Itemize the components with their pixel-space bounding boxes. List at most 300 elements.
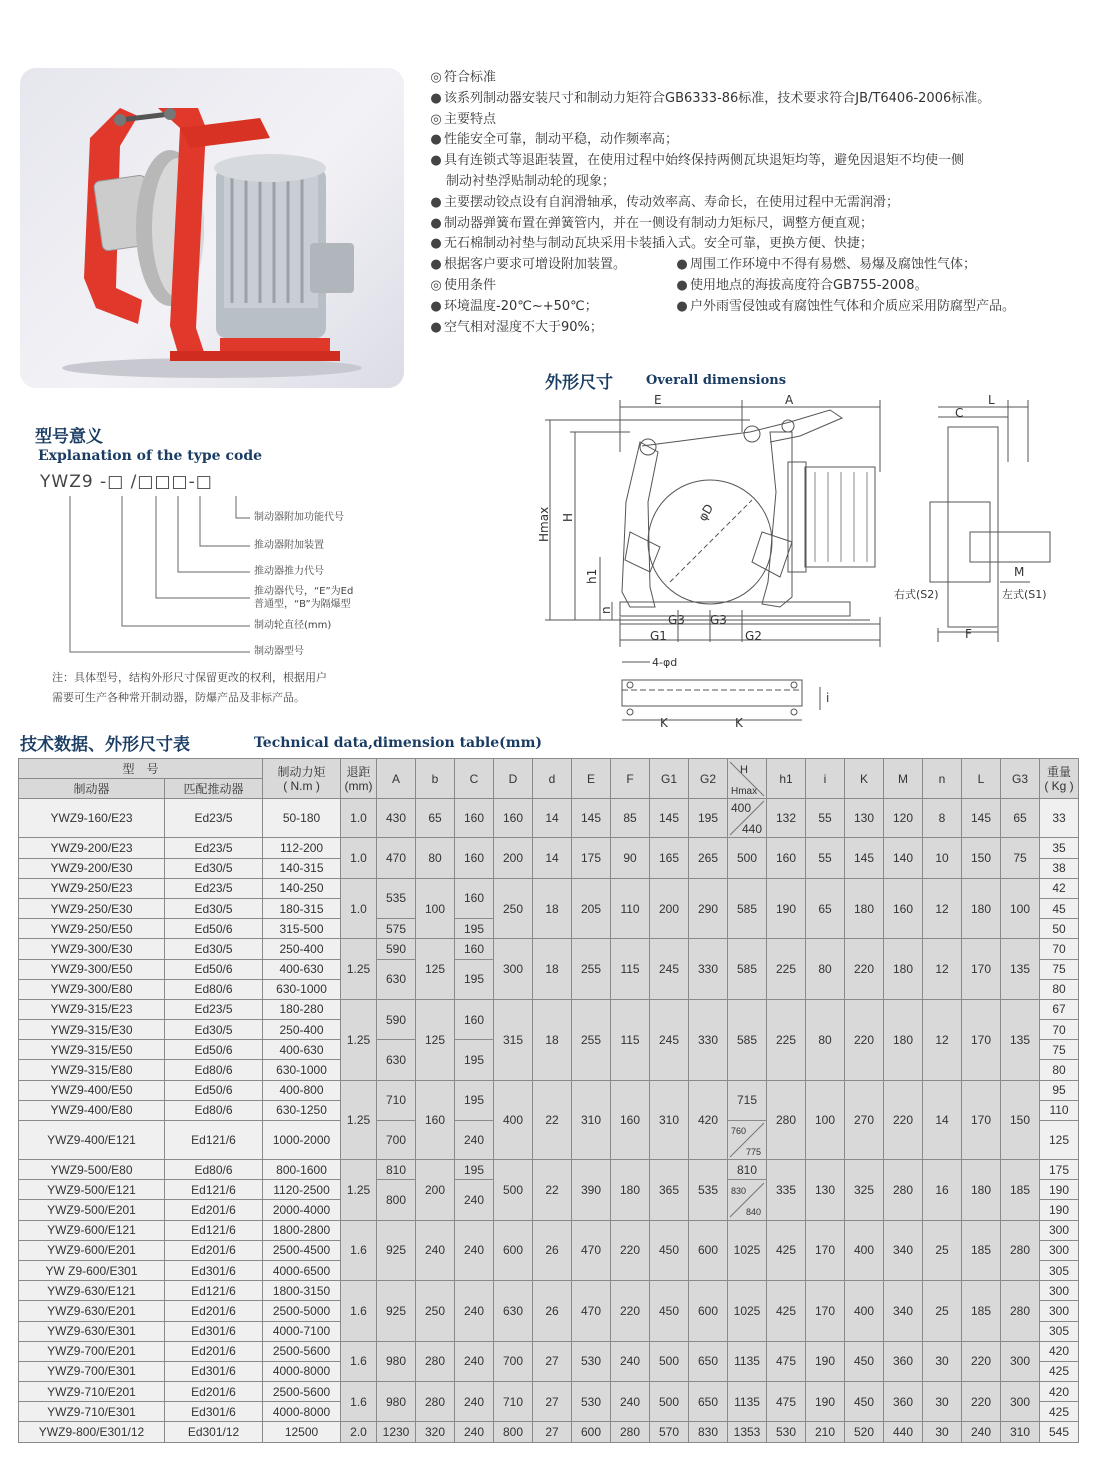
label-i: i (826, 691, 830, 705)
cell-retract: 1.6 (341, 1382, 377, 1422)
feature-item: 具有连锁式等退距装置，在使用过程中始终保持两侧瓦块退矩均等，避免因退矩不均使一侧 (444, 153, 965, 169)
cell-weight: 80 (1040, 979, 1079, 999)
cell-i: 190 (806, 1382, 845, 1422)
cell-brake-model: YWZ9-700/E301 (19, 1361, 165, 1381)
circle-bullet-icon: ◎ (430, 70, 442, 85)
cell-A: 710 (377, 1080, 416, 1120)
circle-bullet-icon: ◎ (430, 111, 442, 127)
dimensions-title-en: Overall dimensions (646, 373, 787, 388)
cell-G1: 310 (650, 1080, 689, 1159)
type-code-title-en: Explanation of the type code (38, 448, 263, 464)
label-E: E (654, 393, 662, 407)
cell-G2: 290 (689, 878, 728, 939)
cell-A: 630 (377, 1040, 416, 1080)
cell-weight: 42 (1040, 878, 1079, 898)
cell-torque: 400-630 (263, 959, 341, 979)
feature-item: 根据客户要求可增设附加装置。 (444, 257, 627, 273)
cell-i: 170 (806, 1220, 845, 1281)
main-heading: 主要特点 (444, 111, 497, 127)
header-K: K (845, 759, 884, 799)
cell-L: 185 (962, 1220, 1001, 1281)
header-G1: G1 (650, 759, 689, 799)
cell-actuator: Ed23/5 (165, 838, 263, 858)
cell-M: 160 (884, 878, 923, 939)
cell-A: 1230 (377, 1422, 416, 1442)
cell-torque: 400-630 (263, 1040, 341, 1060)
table-title-cn: 技术数据、外形尺寸表 (20, 735, 190, 755)
cell-F: 110 (611, 878, 650, 939)
cell-H: 1025 (728, 1281, 767, 1342)
cell-b: 125 (416, 999, 455, 1080)
label-G3-right: G3 (710, 613, 727, 627)
cell-actuator: Ed80/6 (165, 979, 263, 999)
cell-H-split-top: 400 (731, 801, 752, 816)
dot-bullet-icon: ● (430, 319, 442, 335)
altitude-item: 使用地点的海拔高度符合GB755-2008。 (690, 277, 928, 293)
cell-b: 160 (416, 1080, 455, 1159)
cell-retract: 1.6 (341, 1220, 377, 1281)
cell-L: 150 (962, 838, 1001, 878)
cell-K: 270 (845, 1080, 884, 1159)
technical-data-table (18, 758, 1079, 1443)
cell-d: 27 (533, 1422, 572, 1442)
label-K-left: K (660, 716, 668, 730)
type-code-title-cn: 型号意义 (35, 427, 103, 447)
cell-M: 360 (884, 1341, 923, 1381)
table-row (19, 1382, 1079, 1402)
cell-d: 14 (533, 799, 572, 838)
cell-retract: 1.6 (341, 1281, 377, 1342)
dot-bullet-icon: ● (676, 298, 688, 314)
cell-torque: 140-250 (263, 878, 341, 898)
cell-A: 590 (377, 939, 416, 959)
cell-G3: 300 (1001, 1341, 1040, 1381)
cell-F: 90 (611, 838, 650, 878)
cell-Hmax (728, 1180, 767, 1220)
cell-M: 360 (884, 1382, 923, 1422)
cell-G3: 65 (1001, 799, 1040, 838)
cell-C: 160 (455, 999, 494, 1039)
feature-item: 制动器弹簧布置在弹簧管内，并在一侧设有制动力矩标尺，调整方便直观； (444, 215, 874, 231)
cell-torque: 2500-5600 (263, 1341, 341, 1361)
dot-bullet-icon: ● (676, 277, 688, 293)
label-G2: G2 (745, 629, 762, 643)
dot-bullet-icon: ● (430, 257, 442, 273)
cell-H: 585 (728, 939, 767, 1000)
cell-weight: 70 (1040, 939, 1079, 959)
cell-h1: 335 (767, 1160, 806, 1221)
header-h1: h1 (767, 759, 806, 799)
cell-brake-model: YWZ9-315/E80 (19, 1060, 165, 1080)
cell-b: 100 (416, 878, 455, 939)
cell-i: 100 (806, 1080, 845, 1159)
header-torque (263, 759, 341, 799)
cell-actuator: Ed301/6 (165, 1361, 263, 1381)
cell-actuator: Ed30/5 (165, 858, 263, 878)
cell-actuator: Ed50/6 (165, 959, 263, 979)
header-retract-unit: (mm) (344, 778, 373, 793)
cell-h1: 530 (767, 1422, 806, 1442)
cell-actuator: Ed121/6 (165, 1220, 263, 1240)
table-row (19, 1160, 1079, 1180)
cell-n: 10 (923, 838, 962, 878)
cell-torque: 2500-4500 (263, 1240, 341, 1260)
cell-torque: 1120-2500 (263, 1180, 341, 1200)
dimension-drawing (530, 392, 1070, 738)
label-right-type: 右式(S2) (894, 588, 939, 601)
cell-G2: 650 (689, 1382, 728, 1422)
cell-Hmax-split-top: 760 (731, 1126, 747, 1136)
label-G1: G1 (650, 629, 667, 643)
cell-d: 18 (533, 939, 572, 1000)
table-row (19, 1080, 1079, 1100)
header-retract (341, 759, 377, 799)
cell-C: 195 (455, 1040, 494, 1080)
cell-M: 340 (884, 1281, 923, 1342)
cell-retract: 1.6 (341, 1341, 377, 1381)
humidity-item: 空气相对湿度不大于90%； (444, 319, 603, 335)
cell-L: 220 (962, 1341, 1001, 1381)
cell-i: 80 (806, 939, 845, 1000)
cell-G2: 535 (689, 1160, 728, 1221)
cell-brake-model: YWZ9-400/E50 (19, 1080, 165, 1100)
cell-K: 520 (845, 1422, 884, 1442)
cell-torque: 180-315 (263, 898, 341, 918)
cell-A: 630 (377, 959, 416, 999)
cell-i: 55 (806, 838, 845, 878)
dimensions-title-cn: 外形尺寸 (545, 373, 613, 393)
dot-bullet-icon: ● (430, 132, 442, 148)
cell-actuator: Ed121/6 (165, 1281, 263, 1301)
header-d: d (533, 759, 572, 799)
cell-H: 1135 (728, 1382, 767, 1422)
cell-G1: 245 (650, 939, 689, 1000)
cell-E: 310 (572, 1080, 611, 1159)
cell-h1: 475 (767, 1341, 806, 1381)
cell-retract: 1.25 (341, 1080, 377, 1159)
cell-weight: 70 (1040, 1020, 1079, 1040)
cell-G1: 365 (650, 1160, 689, 1221)
cell-torque: 630-1000 (263, 1060, 341, 1080)
cell-D: 700 (494, 1341, 533, 1381)
cell-C: 240 (455, 1180, 494, 1220)
cell-E: 390 (572, 1160, 611, 1221)
cell-brake-model: YWZ9-600/E201 (19, 1240, 165, 1260)
cell-retract: 1.0 (341, 878, 377, 939)
cell-brake-model: YWZ9-630/E121 (19, 1281, 165, 1301)
cell-G2: 830 (689, 1422, 728, 1442)
cell-L: 170 (962, 939, 1001, 1000)
cell-brake-model: YWZ9-710/E301 (19, 1402, 165, 1422)
cell-brake-model: YWZ9-300/E80 (19, 979, 165, 999)
cell-torque: 112-200 (263, 838, 341, 858)
cell-H: 500 (728, 838, 767, 878)
cell-brake-model: YWZ9-250/E23 (19, 878, 165, 898)
cell-brake-model: YWZ9-700/E201 (19, 1341, 165, 1361)
cell-brake-model: YWZ9-200/E30 (19, 858, 165, 878)
cell-retract: 1.25 (341, 1160, 377, 1221)
cell-weight: 95 (1040, 1080, 1079, 1100)
cell-torque: 630-1000 (263, 979, 341, 999)
cell-K: 400 (845, 1220, 884, 1281)
cell-torque: 2000-4000 (263, 1200, 341, 1220)
cell-H: 715 (728, 1080, 767, 1120)
cell-brake-model: YWZ9-630/E201 (19, 1301, 165, 1321)
cell-weight: 125 (1040, 1121, 1079, 1160)
table-row (19, 838, 1079, 858)
cell-actuator: Ed30/5 (165, 1020, 263, 1040)
cell-actuator: Ed50/6 (165, 1040, 263, 1060)
cell-A: 590 (377, 999, 416, 1039)
cell-F: 115 (611, 939, 650, 1000)
cell-torque: 4000-7100 (263, 1321, 341, 1341)
cell-M: 180 (884, 999, 923, 1080)
table-row (19, 999, 1079, 1019)
label-holes: 4-φd (652, 656, 678, 669)
cell-weight: 75 (1040, 1040, 1079, 1060)
cell-brake-model: YWZ9-315/E30 (19, 1020, 165, 1040)
cell-G3: 280 (1001, 1220, 1040, 1281)
cell-brake-model: YWZ9-630/E301 (19, 1321, 165, 1341)
cell-actuator: Ed30/5 (165, 939, 263, 959)
cell-F: 160 (611, 1080, 650, 1159)
cell-Hmax-split-bottom: 775 (746, 1147, 762, 1157)
cell-actuator: Ed201/6 (165, 1200, 263, 1220)
cell-G2: 330 (689, 939, 728, 1000)
cell-d: 22 (533, 1080, 572, 1159)
cell-L: 220 (962, 1382, 1001, 1422)
header-G2: G2 (689, 759, 728, 799)
cell-H: 1025 (728, 1220, 767, 1281)
cell-A: 810 (377, 1160, 416, 1180)
header-E: E (572, 759, 611, 799)
dot-bullet-icon: ● (430, 153, 442, 169)
label-Hmax: Hmax (537, 506, 551, 542)
cell-torque: 4000-8000 (263, 1402, 341, 1422)
cell-C: 160 (455, 799, 494, 838)
cell-H: 810 (728, 1160, 767, 1180)
cell-F: 240 (611, 1341, 650, 1381)
cell-G1: 245 (650, 999, 689, 1080)
cell-K: 400 (845, 1281, 884, 1342)
cell-Hmax-split-bottom: 840 (746, 1206, 762, 1217)
cell-h1: 425 (767, 1281, 806, 1342)
cell-retract: 1.0 (341, 799, 377, 838)
cell-i: 170 (806, 1281, 845, 1342)
cell-weight: 300 (1040, 1281, 1079, 1301)
table-row (19, 939, 1079, 959)
label-M: M (1014, 565, 1025, 579)
cell-K: 220 (845, 939, 884, 1000)
legend-wheel-diameter: 制动轮直径(mm) (254, 620, 332, 631)
cell-A: 700 (377, 1121, 416, 1160)
cell-H: 585 (728, 878, 767, 939)
cell-C: 195 (455, 959, 494, 999)
cell-n: 25 (923, 1220, 962, 1281)
cell-brake-model: YWZ9-500/E121 (19, 1180, 165, 1200)
cell-weight: 175 (1040, 1160, 1079, 1180)
cell-n: 12 (923, 878, 962, 939)
cell-b: 280 (416, 1341, 455, 1381)
note-line-1: 注：具体型号，结构外形尺寸保留更改的权利，根据用户 (52, 671, 327, 684)
cell-weight: 110 (1040, 1100, 1079, 1120)
dot-bullet-icon: ● (430, 215, 442, 231)
cell-weight: 67 (1040, 999, 1079, 1019)
cell-i: 210 (806, 1422, 845, 1442)
cell-G1: 145 (650, 799, 689, 838)
cell-H: 1135 (728, 1341, 767, 1381)
env-item: 周围工作环境中不得有易燃、易爆及腐蚀性气体； (690, 257, 977, 273)
cell-torque: 400-800 (263, 1080, 341, 1100)
cell-b: 250 (416, 1281, 455, 1342)
cell-h1: 475 (767, 1382, 806, 1422)
cell-brake-model: YWZ9-250/E50 (19, 919, 165, 939)
cell-b: 125 (416, 939, 455, 1000)
cell-h1: 280 (767, 1080, 806, 1159)
dot-bullet-icon: ● (430, 194, 442, 210)
cell-G3: 310 (1001, 1422, 1040, 1442)
label-L: L (988, 393, 995, 407)
product-photo (20, 68, 404, 388)
label-F: F (965, 627, 972, 641)
cell-i: 80 (806, 999, 845, 1080)
cell-M: 220 (884, 1080, 923, 1159)
standard-text: 该系列制动器安装尺寸和制动力矩符合GB6333-86标准，技术要求符合JB/T6406-2006标准。 (444, 90, 991, 106)
header-A: A (377, 759, 416, 799)
cell-D: 200 (494, 838, 533, 878)
cell-F: 220 (611, 1220, 650, 1281)
header-model-group: 型 号 (19, 759, 263, 779)
cell-A: 535 (377, 878, 416, 918)
header-M: M (884, 759, 923, 799)
cell-actuator: Ed301/12 (165, 1422, 263, 1442)
cell-torque: 800-1600 (263, 1160, 341, 1180)
cell-G3: 100 (1001, 878, 1040, 939)
cell-E: 255 (572, 939, 611, 1000)
cell-torque: 180-280 (263, 999, 341, 1019)
cell-weight: 80 (1040, 1060, 1079, 1080)
type-code: YWZ9 -□ /□□□-□ (40, 472, 213, 492)
cell-M: 180 (884, 939, 923, 1000)
cell-Hmax-split (728, 1121, 766, 1159)
cell-brake-model: YWZ9-600/E121 (19, 1220, 165, 1240)
cell-A: 470 (377, 838, 416, 878)
cell-G2: 600 (689, 1281, 728, 1342)
cell-brake-model: YWZ9-300/E50 (19, 959, 165, 979)
cell-weight: 75 (1040, 959, 1079, 979)
table-row (19, 1341, 1079, 1361)
cell-actuator: Ed201/6 (165, 1301, 263, 1321)
cell-M: 120 (884, 799, 923, 838)
cell-A: 800 (377, 1180, 416, 1220)
label-n: n (599, 606, 613, 614)
cell-K: 325 (845, 1160, 884, 1221)
cell-brake-model: YWZ9-800/E301/12 (19, 1422, 165, 1442)
cell-weight: 300 (1040, 1220, 1079, 1240)
cell-M: 440 (884, 1422, 923, 1442)
cell-torque: 1000-2000 (263, 1121, 341, 1160)
cell-C: 195 (455, 1080, 494, 1120)
header-actuator: 匹配推动器 (165, 779, 263, 799)
cell-G3: 185 (1001, 1160, 1040, 1221)
header-L: L (962, 759, 1001, 799)
cell-h1: 225 (767, 999, 806, 1080)
header-D: D (494, 759, 533, 799)
cell-C: 160 (455, 939, 494, 959)
cell-C: 195 (455, 919, 494, 939)
cell-K: 145 (845, 838, 884, 878)
cell-weight: 190 (1040, 1200, 1079, 1220)
cell-d: 14 (533, 838, 572, 878)
cell-F: 240 (611, 1382, 650, 1422)
table-row (19, 878, 1079, 898)
feature-item: 无石棉制动衬垫与制动瓦块采用卡装插入式。安全可靠，更换方便、快捷； (444, 236, 874, 252)
cell-D: 630 (494, 1281, 533, 1342)
cell-A: 980 (377, 1382, 416, 1422)
cell-K: 220 (845, 999, 884, 1080)
label-phiD: φD (695, 501, 717, 524)
standard-heading: 符合标准 (444, 70, 497, 85)
cell-n: 30 (923, 1341, 962, 1381)
label-K-right: K (735, 716, 743, 730)
cell-retract: 1.25 (341, 999, 377, 1080)
legend-brake-model: 制动器型号 (254, 646, 304, 657)
cell-actuator: Ed121/6 (165, 1121, 263, 1160)
cell-brake-model: YWZ9-315/E23 (19, 999, 165, 1019)
header-retract-label: 退距 (346, 764, 371, 779)
legend-additional-function: 制动器附加功能代号 (254, 512, 344, 523)
cell-weight: 190 (1040, 1180, 1079, 1200)
cell-actuator: Ed23/5 (165, 878, 263, 898)
cell-i: 65 (806, 878, 845, 939)
cell-G2: 330 (689, 999, 728, 1080)
cell-actuator: Ed80/6 (165, 1100, 263, 1120)
cell-retract: 1.25 (341, 939, 377, 1000)
label-C: C (955, 406, 964, 420)
cell-G2: 265 (689, 838, 728, 878)
cell-n: 25 (923, 1281, 962, 1342)
cell-torque: 1800-3150 (263, 1281, 341, 1301)
table-header-row (19, 759, 1079, 779)
cell-G2: 420 (689, 1080, 728, 1159)
cell-D: 710 (494, 1382, 533, 1422)
cell-M: 280 (884, 1160, 923, 1221)
cell-h1: 160 (767, 838, 806, 878)
cell-G1: 450 (650, 1281, 689, 1342)
header-brake: 制动器 (19, 779, 165, 799)
label-left-type: 左式(S1) (1002, 588, 1047, 601)
cell-G3: 300 (1001, 1382, 1040, 1422)
cell-H: 585 (728, 999, 767, 1080)
cell-G3: 75 (1001, 838, 1040, 878)
cell-actuator: Ed23/5 (165, 799, 263, 838)
header-torque-label: 制动力矩 (277, 764, 326, 779)
cell-F: 180 (611, 1160, 650, 1221)
cell-brake-model: YWZ9-400/E121 (19, 1121, 165, 1160)
note-line-2: 需要可生产各种常开制动器，防爆产品及非标产品。 (52, 691, 305, 704)
header-weight-label: 重量 (1047, 764, 1072, 779)
cell-b: 280 (416, 1382, 455, 1422)
cell-E: 175 (572, 838, 611, 878)
cell-weight: 305 (1040, 1321, 1079, 1341)
header-H-label: H (740, 763, 748, 776)
cell-H: 1353 (728, 1422, 767, 1442)
header-F: F (611, 759, 650, 799)
cell-Hmax (728, 1121, 767, 1160)
cell-weight: 300 (1040, 1301, 1079, 1321)
cell-L: 170 (962, 1080, 1001, 1159)
header-torque-unit: ( N.m ) (283, 778, 320, 793)
